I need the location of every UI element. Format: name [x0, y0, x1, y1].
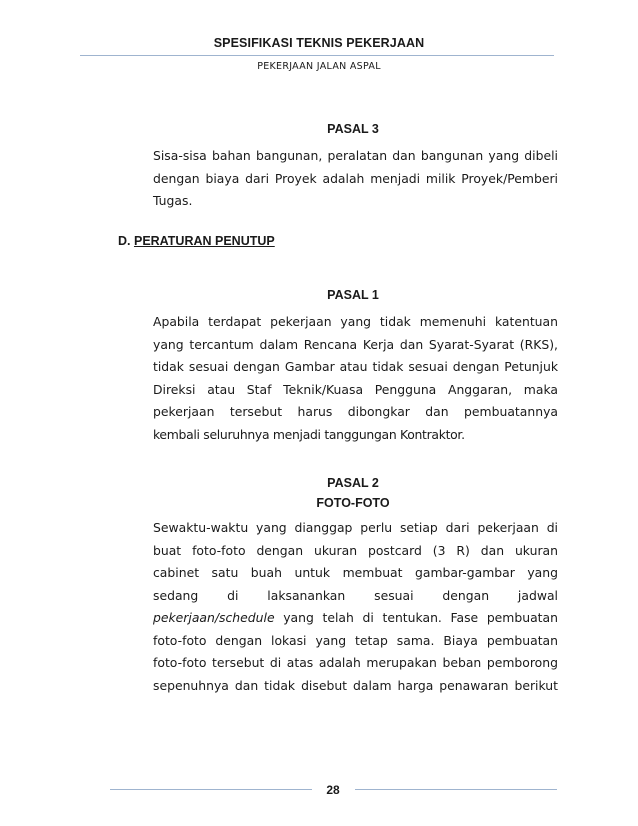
- pasal-2-heading: PASAL 2: [327, 476, 379, 490]
- paragraph-line: sedang di laksanankan sesuai dengan jadwal: [153, 587, 558, 603]
- paragraph-line: cabinet satu buah untuk membuat gambar-gambar yang: [153, 565, 558, 580]
- pasal-3-heading: PASAL 3: [327, 122, 379, 136]
- pasal-1-paragraph: [153, 311, 558, 446]
- paragraph-line: Sewaktu-waktu yang dianggap perlu setiap dari pekerjaan di: [153, 520, 558, 535]
- paragraph-line: dengan biaya dari Proyek adalah menjadi milik Proyek/Pemberi: [153, 170, 558, 186]
- paragraph-line: tidak sesuai dengan Gambar atau tidak sesuai dengan Petunjuk: [153, 359, 558, 374]
- section-d-heading: [118, 234, 275, 248]
- footer-divider-right: [355, 789, 557, 790]
- paragraph-line: buat foto-foto dengan ukuran postcard (3 R) dan ukuran: [153, 542, 558, 558]
- line-text: yang telah di tentukan. Fase pembuatan: [274, 610, 558, 625]
- paragraph-line: Direksi atau Staf Teknik/Kuasa Pengguna Anggaran, maka: [153, 381, 558, 397]
- pasal-3-paragraph: [153, 145, 558, 213]
- header-divider: [80, 55, 554, 56]
- paragraph-line: kembali seluruhnya menjadi tanggungan Kontraktor.: [153, 426, 465, 442]
- paragraph-line: [153, 607, 558, 630]
- section-label: PERATURAN PENUTUP: [133, 234, 275, 248]
- header-subtitle: PEKERJAAN JALAN ASPAL: [257, 61, 381, 72]
- paragraph-line: yang tercantum dalam Rencana Kerja dan Syarat-Syarat (RKS),: [153, 336, 558, 352]
- pasal-2-paragraph: [153, 517, 558, 697]
- page-number: 28: [326, 783, 340, 797]
- header-title: SPESIFIKASI TEKNIS PEKERJAAN: [213, 36, 425, 50]
- paragraph-line: Apabila terdapat pekerjaan yang tidak memenuhi katentuan: [153, 314, 558, 329]
- pasal-1-heading: PASAL 1: [327, 288, 379, 302]
- italic-term: pekerjaan/schedule: [153, 610, 275, 625]
- paragraph-line: foto-foto dengan lokasi yang tetap sama. Biaya pembuatan: [153, 632, 558, 648]
- paragraph-line: pekerjaan tersebut harus dibongkar dan pembuatannya: [153, 404, 558, 419]
- paragraph-line: Tugas.: [153, 193, 193, 208]
- paragraph-line: foto-foto tersebut di atas adalah merupakan beban pemborong: [153, 655, 558, 670]
- pasal-2-subheading: FOTO-FOTO: [316, 496, 390, 510]
- paragraph-line: sepenuhnya dan tidak disebut dalam harga penawaran berikut: [153, 677, 558, 693]
- section-letter: D.: [118, 234, 131, 248]
- paragraph-line: Sisa-sisa bahan bangunan, peralatan dan bangunan yang dibeli: [153, 148, 558, 163]
